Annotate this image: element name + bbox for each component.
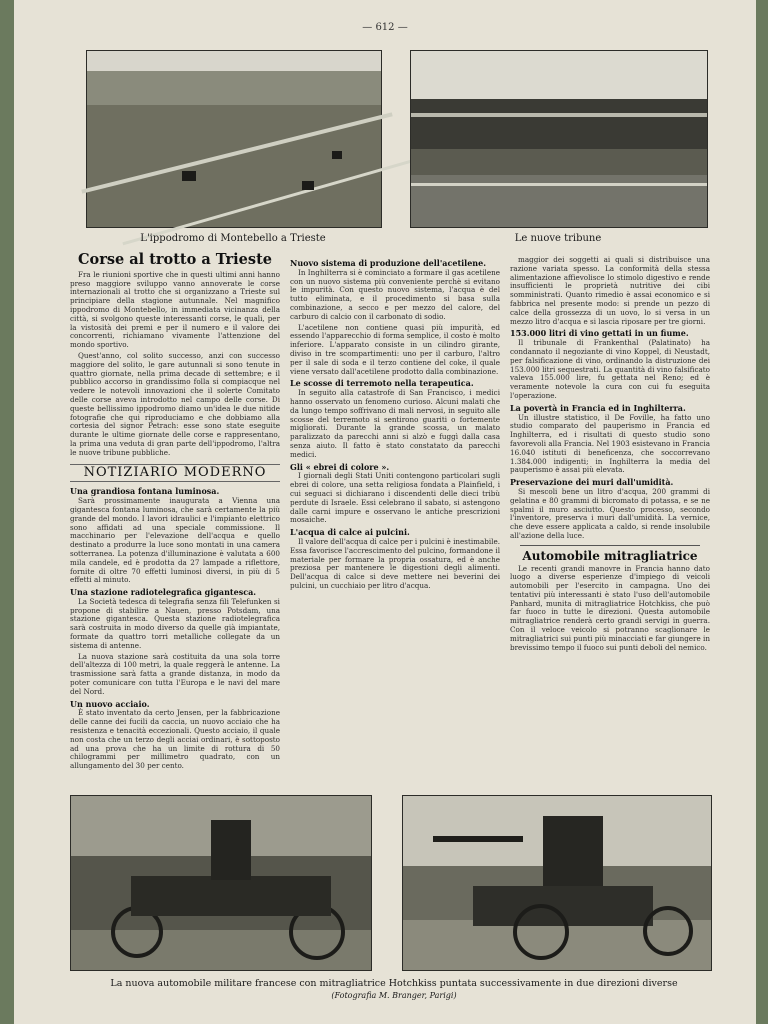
caption-grandstand: Le nuove tribune [514, 233, 602, 244]
divider [520, 545, 700, 546]
paragraph: In seguito alla catastrofe di San Francisco, i medici hanno osservato un fenomeno curioso. Alcuni malati che da lungo tempo soffrivano di mali nervosi, in seguito alle scosse del terremoto si sentirono guariti o fortemente migliorati. Durante la grande scossa, un malato paralizzato da parecchi anni si alzò e fuggì dalla casa senza aiuto. Il fatto è stato constatato da parecchi medici. [290, 388, 500, 459]
headline-trieste-races: Corse al trotto a Trieste [77, 251, 272, 268]
paragraph: È stato inventato da certo Jensen, per la fabbricazione delle canne dei fucili da caccia, un nuovo acciaio che ha resistenza e tenacità eccezionali. Questo acciaio, il quale non costa che un terzo degli acciai ordinari, è sottoposto ad una prova che ha un limite di rottura di 50 chilogrammi per millimetro quadrato, con un allungamento del 30 per cento. [70, 708, 280, 771]
subheading: Nuovo sistema di produzione dell'acetilene. [290, 258, 486, 268]
caption-automobile: La nuova automobile militare francese con mitragliatrice Hotchkiss puntata successivamente in due direzioni diverse [110, 978, 678, 989]
paragraph: Il tribunale di Frankenthal (Palatinato) ha condannato il negoziante di vino Koppel, di Neustadt, per falsificazione di vino, ordinando la distruzione dei 153.000 litri sequestrati. La quantità di vino falsificato valeva 155.000 lire, fu gettata nel Reno; ed è veramente notevole la cura con cui fu eseguita l'operazione. [510, 338, 710, 400]
subheading: L'acqua di calce ai pulcini. [290, 527, 410, 538]
military-car-photo-right [402, 795, 712, 971]
column-2 [290, 256, 500, 736]
paragraph: Quest'anno, col solito successo, anzi con successo maggiore del solito, le gare autunnali si sono tenute in quattro giornate, nella prima decade di settembre; e il pubblico accorso in grandissimo folla si compiacque nel vedere le notevoli innovazioni che il solerte Comitato delle corse aveva introdotto nel campo delle corse. Di queste bellissimo ippodromo diamo un'idea le due nitide fotografie che qui riproduciamo e che dobbiamo alla cortesia del signor Petrach: esse sono state eseguite durante le ultime giornate delle corse e rappresentano, la prima una veduta di gran parte dell'ippodromo, l'altra le nuove tribune pubbliche. [70, 350, 280, 457]
paragraph: L'acetilene non contiene quasi più impurità, ed essendo l'apparecchio di forma semplice, il costo è molto inferiore. L'apparato consiste in un cilindro girante, diviso in tre scompartimenti: uno per il carburo, l'altro per il sale di soda e il terzo contiene del coke, il quale viene versato dall'acetilene prodotto dalla combinazione. [290, 322, 500, 376]
photo-credit: (Fotografia M. Branger, Parigi) [331, 991, 457, 1000]
paragraph: La nuova stazione sarà costituita da una sola torre dell'altezza di 100 metri, la quale reggerà le antenne. La trasmissione sarà fatta a grande distanza, in modo da poter comunicare con tutta l'Europa e le navi del mare del Nord. [70, 651, 280, 696]
paragraph: I giornali degli Stati Uniti contengono particolari sugli ebrei di colore, una setta religiosa fondata a Plainfield, i cui seguaci si dichiarano i discendenti delle dieci tribù perdute di Israele. Essi celebrano il sabato, si astengono dalle carni impure e osservano le antiche prescrizioni mosaiche. [290, 471, 500, 525]
subheading: Una grandiosa fontana luminosa. [70, 486, 220, 497]
paragraph: La Società tedesca di telegrafia senza fili Telefunken si propone di stabilire a Nauen, presso Potsdam, una stazione gigantesca. Questa stazione radiotelegrafica sarà costruita in modo diverso da quelle già impiantate, formate da quattro torri metalliche collegate da un sistema di antenne. [70, 596, 280, 650]
subheading: La povertà in Francia ed in Inghilterra. [510, 402, 686, 413]
paragraph: In Inghilterra si è cominciato a formare il gas acetilene con un nuovo sistema più conveniente perchè si evitano le impurità. Con questo nuovo sistema, l'acqua è del tutto eliminata, e il procedimento si basa sulla combinazione, a secco e per mezzo del calore, del carburo di calcio con il carbonato di sodio. [290, 267, 500, 321]
section-title-notiziario: NOTIZIARIO MODERNO [70, 464, 280, 483]
newspaper-page [14, 0, 756, 1024]
paragraph: Sarà prossimamente inaugurata a Vienna una gigantesca fontana luminosa, che sarà certamente la più grande del mondo. I lavori idraulici e l'impianto elettrico sono affidati ad una speciale commissione. Il macchinario per l'elevazione dell'acqua e quello destinato a produrre la luce sono montati in una camera sotterranea. La potenza d'illuminazione è valutata a 600 mila candele, ed è prodotta da 27 lampade a riflettore, fornite di oltre 70 effetti luminosi diversi, in più di 5 effetti al minuto. [70, 496, 280, 585]
subheading: 153.000 litri di vino gettati in un fiume. [510, 328, 689, 339]
paragraph: Il valore dell'acqua di calce per i pulcini è inestimabile. Essa favorisce l'accrescimento del pulcino, formandone il materiale per formare la propria ossatura, ed è anche preziosa per mantenere le digestioni degli alimenti. Dell'acqua di calce si deve mettere nei beverini dei pulcini, un cucchiaio per litro d'acqua. [290, 536, 500, 590]
paragraph: maggior dei soggetti ai quali si distribuisce una razione variata spesso. La conformità della stessa alimentazione affievolisce lo stimolo digestivo e rende insufficienti le proprietà nutritive dei cibi somministrati. Quanto rimedio è assai economico e si fabbrica nel presente modo: si prende un pezzo di calce della grossezza di un uovo, lo si versa in un mezzo litro d'acqua e si lascia riposare per tre giorni. [510, 255, 710, 326]
subheading: Le scosse di terremoto nella terapeutica. [290, 378, 474, 389]
subheading: Una stazione radiotelegrafica gigantesca. [70, 587, 257, 598]
column-1 [70, 251, 280, 771]
paragraph: Si mescoli bene un litro d'acqua, 200 grammi di gelatina e 80 grammi di bicromato di potassa, e se ne spalmi il muro asciutto. Questo processo, secondo l'inventore, preserva i muri dall'umidità. La vernice, che deve essere applicata a caldo, si rende insolubile all'azione della luce. [510, 486, 710, 540]
page-number: — 612 — [362, 22, 408, 33]
column-3 [510, 256, 710, 736]
headline-automobile: Automobile mitragliatrice [522, 548, 698, 563]
bottom-caption [74, 978, 714, 1002]
subheading: Gli « ebrei di colore ». [290, 461, 390, 472]
grandstand-photo [410, 50, 708, 228]
subheading: Preservazione dei muri dall'umidità. [510, 477, 674, 488]
paragraph: Fra le riunioni sportive che in questi ultimi anni hanno preso maggiore sviluppo vanno annoverate le corse internazionali al trotto che si organizzano a Trieste sul principiare della stagione autunnale. Nel magnifico ippodromo di Montebello, in immediata vicinanza della città, si svolgono queste interessanti corse, le quali, per la vistosità dei premi e per il numero e il valore dei concorrenti, richiamano vivamente l'attenzione del mondo sportivo. [70, 269, 280, 350]
caption-racecourse: L'ippodromo di Montebello a Trieste [140, 233, 326, 244]
racecourse-photo [86, 50, 382, 228]
military-car-photo-left [70, 795, 372, 971]
paragraph: Un illustre statistico, il De Foville, ha fatto uno studio comparato del pauperismo in Francia ed Inghilterra, ed i risultati di questo studio sono favorevoli alla Francia. Nel 1903 esistevano in Francia 16.040 istituti di beneficenza, che soccorrevano 1.384.000 indigenti; in Inghilterra la media del pauperismo è assai più elevata. [510, 412, 710, 475]
paragraph: Le recenti grandi manovre in Francia hanno dato luogo a diverse esperienze d'impiego di veicoli automobili per l'esercito in campagna. Uno dei tentativi più interessanti è stato l'uso dell'automobile Panhard, munita di mitragliatrice Hotchkiss, che può far fuoco in tutte le direzioni. Questa automobile mitragliatrice renderà certo grandi servigi in guerra. Con il veloce veicolo si potranno scaglionare le mitragliatrici sui punti più minacciati e far giungere in brevissimo tempo il fuoco sui punti deboli del nemico. [510, 563, 710, 652]
subheading: Un nuovo acciaio. [70, 698, 150, 709]
